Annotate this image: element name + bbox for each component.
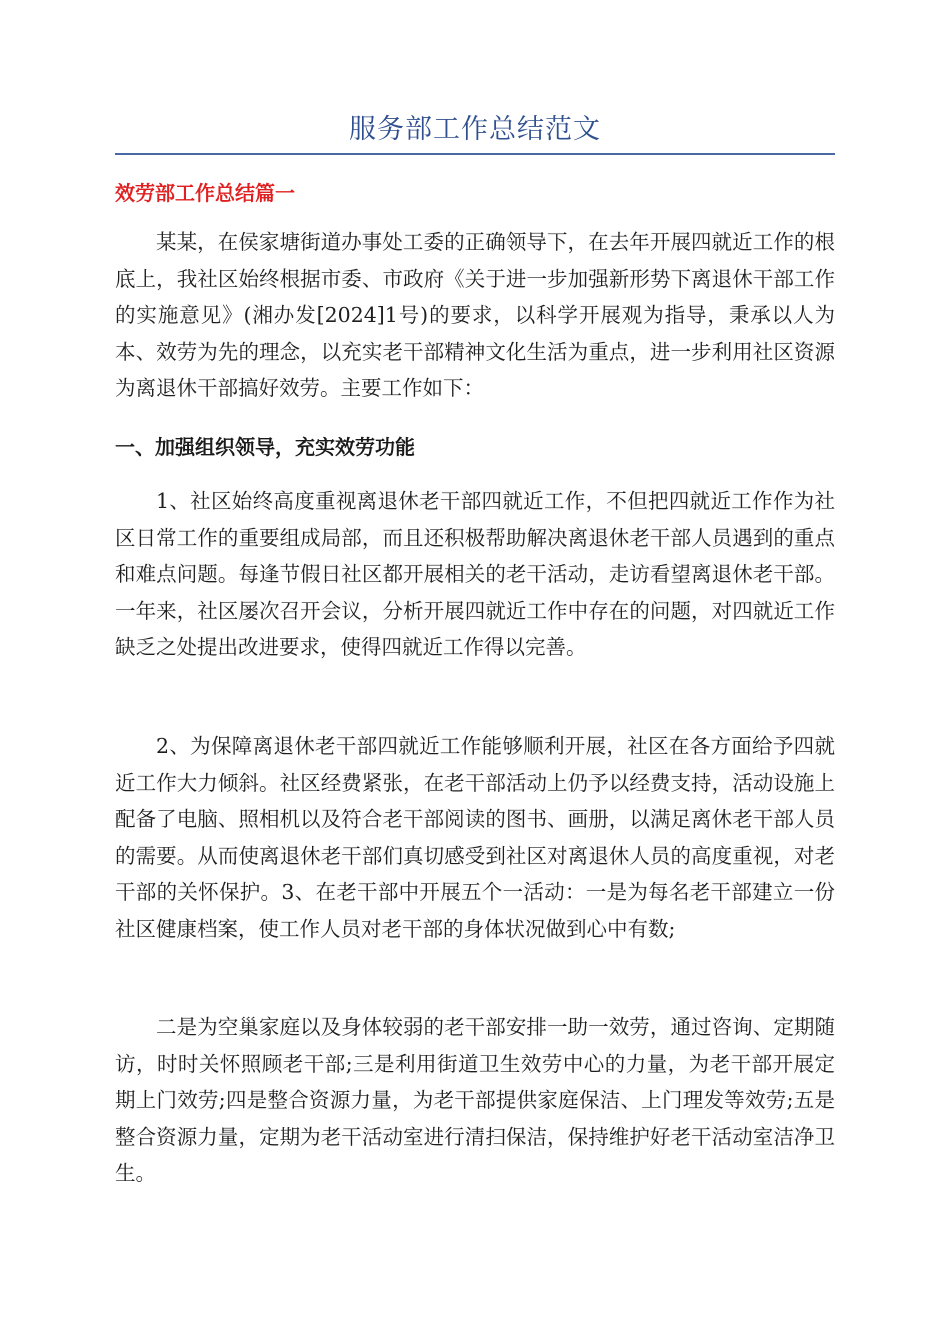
title-underline bbox=[115, 153, 835, 155]
paragraph-item-2: 2、为保障离退休老干部四就近工作能够顺利开展，社区在各方面给予四就近工作大力倾斜。社区经费紧张，在老干部活动上仍予以经费支持，活动设施上配备了电脑、照相机以及符合老干部阅读的图书、画册，以满足离休老干部人员的需要。从而使离退休老干部们真切感受到社区对离退休人员的高度重视，对老干部的关怀保护。3、在老干部中开展五个一活动：一是为每名老干部建立一份社区健康档案，使工作人员对老干部的身体状况做到心中有数; bbox=[115, 734, 835, 941]
subheading-organization: 一、加强组织领导，充实效劳功能 bbox=[115, 435, 415, 459]
paragraph-item-1: 1、社区始终高度重视离退休老干部四就近工作，不但把四就近工作作为社区日常工作的重要组成局部，而且还积极帮助解决离退休老干部人员遇到的重点和难点问题。每逢节假日社区都开展相关的老干活动，走访看望离退休老干部。一年来，社区屡次召开会议，分析开展四就近工作中存在的问题，对四就近工作缺乏之处提出改进要求，使得四就近工作得以完善。 bbox=[115, 489, 835, 659]
document-title: 服务部工作总结范文 bbox=[349, 114, 601, 145]
intro-paragraph: 某某，在侯家塘街道办事处工委的正确领导下，在去年开展四就近工作的根底上，我社区始终根据市委、市政府《关于进一步加强新形势下离退休干部工作的实施意见》(湘办发[2024]1号)的要求，以科学开展观为指导，秉承以人为本、效劳为先的理念，以充实老干部精神文化生活为重点，进一步利用社区资源为离退休干部搞好效劳。主要工作如下： bbox=[115, 230, 835, 400]
section-heading: 效劳部工作总结篇一 bbox=[115, 181, 295, 205]
paragraph-item-3: 二是为空巢家庭以及身体较弱的老干部安排一助一效劳，通过咨询、定期随访，时时关怀照顾老干部;三是利用街道卫生效劳中心的力量，为老干部开展定期上门效劳;四是整合资源力量，为老干部提供家庭保洁、上门理发等效劳;五是整合资源力量，定期为老干活动室进行清扫保洁，保持维护好老干活动室洁净卫生。 bbox=[115, 1015, 835, 1185]
